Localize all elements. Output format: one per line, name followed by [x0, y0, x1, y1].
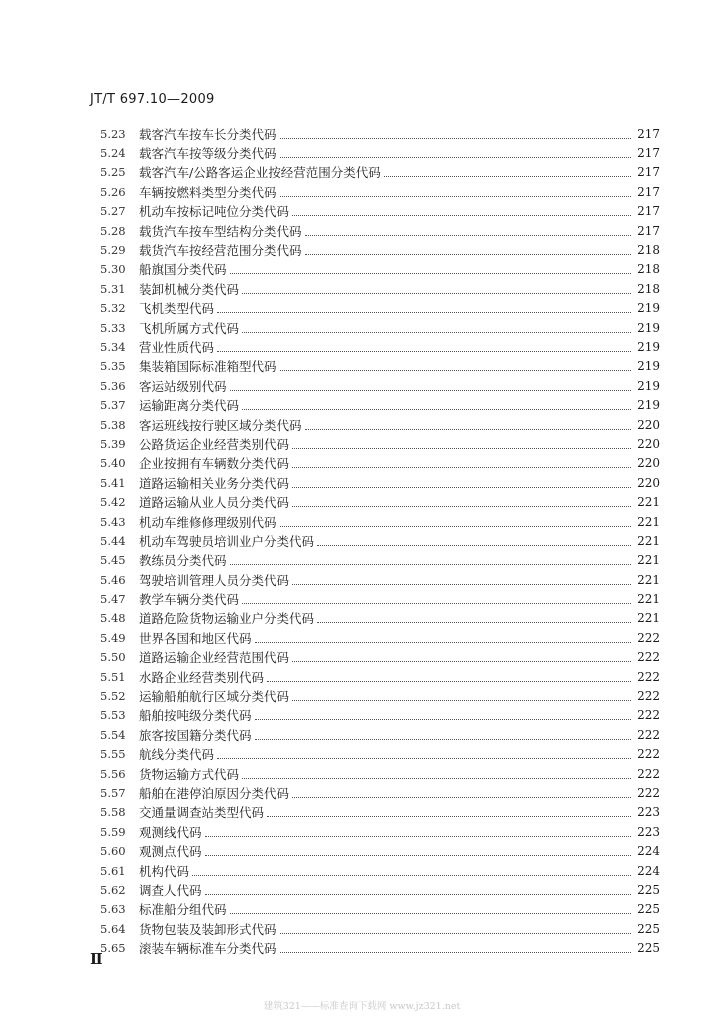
toc-entry-number: 5.32 [100, 301, 126, 316]
toc-entry-number: 5.24 [100, 146, 126, 161]
toc-entry-number: 5.58 [100, 805, 126, 820]
toc-dot-leader [317, 544, 631, 546]
toc-entry[interactable] [100, 919, 660, 938]
toc-dot-leader [242, 408, 631, 410]
toc-entry-number: 5.46 [100, 572, 126, 587]
toc-dot-leader [267, 680, 631, 682]
toc-entry-title: 驾驶培训管理人员分类代码 [139, 572, 290, 588]
toc-entry[interactable] [100, 783, 660, 802]
toc-entry-page: 220 [637, 417, 660, 432]
toc-entry-page: 221 [637, 572, 660, 587]
toc-entry-title: 机构代码 [139, 863, 190, 879]
toc-entry-page: 219 [637, 359, 660, 374]
toc-entry[interactable] [100, 725, 660, 744]
toc-entry-number: 5.64 [100, 921, 126, 936]
toc-entry-title: 道路运输相关业务分类代码 [139, 475, 290, 491]
toc-entry[interactable] [100, 395, 660, 414]
toc-entry[interactable] [100, 841, 660, 860]
toc-entry-page: 217 [637, 126, 660, 141]
toc-dot-leader [242, 331, 631, 333]
toc-entry-page: 225 [637, 941, 660, 956]
toc-dot-leader [230, 389, 632, 391]
toc-entry-page: 218 [637, 281, 660, 296]
toc-entry-page: 217 [637, 223, 660, 238]
toc-entry-number: 5.48 [100, 611, 126, 626]
toc-dot-leader [292, 660, 631, 662]
toc-dot-leader [280, 369, 632, 371]
toc-entry[interactable] [100, 628, 660, 647]
toc-entry-page: 224 [637, 863, 660, 878]
toc-entry[interactable] [100, 357, 660, 376]
toc-entry[interactable] [100, 240, 660, 259]
toc-entry-page: 221 [637, 495, 660, 510]
watermark: 建筑321——标准查询下载网 www.jz321.net [263, 1001, 461, 1012]
toc-entry-title: 船舶按吨级分类代码 [139, 708, 252, 724]
toc-dot-leader [305, 428, 632, 430]
toc-entry-title: 货物包装及装卸形式代码 [139, 921, 277, 937]
toc-entry-title: 观测线代码 [139, 824, 202, 840]
toc-entry-title: 机动车维修修理级别代码 [139, 514, 277, 530]
toc-entry[interactable] [100, 589, 660, 608]
toc-entry-title: 航线分类代码 [139, 747, 215, 763]
toc-entry[interactable] [100, 337, 660, 356]
toc-entry-number: 5.45 [100, 553, 126, 568]
toc-entry-title: 飞机类型代码 [139, 301, 215, 317]
toc-entry-title: 水路企业经营类别代码 [139, 669, 265, 685]
toc-entry[interactable] [100, 861, 660, 880]
toc-dot-leader [292, 699, 631, 701]
toc-entry[interactable] [100, 570, 660, 589]
toc-dot-leader [292, 447, 631, 449]
toc-dot-leader [280, 156, 632, 158]
toc-dot-leader [255, 641, 632, 643]
toc-entry-number: 5.31 [100, 281, 126, 296]
toc-entry-title: 道路运输企业经营范围代码 [139, 650, 290, 666]
toc-entry[interactable] [100, 473, 660, 492]
toc-entry-number: 5.61 [100, 863, 126, 878]
toc-entry-title: 载客汽车按等级分类代码 [139, 146, 277, 162]
toc-entry-number: 5.65 [100, 941, 126, 956]
toc-entry-page: 217 [637, 204, 660, 219]
toc-entry-page: 219 [637, 398, 660, 413]
toc-entry-title: 客运站级别代码 [139, 378, 227, 394]
toc-entry-title: 船舶在港停泊原因分类代码 [139, 785, 290, 801]
toc-entry-number: 5.25 [100, 165, 126, 180]
toc-entry[interactable] [100, 648, 660, 667]
toc-entry-page: 222 [637, 727, 660, 742]
toc-entry-title: 机动车按标记吨位分类代码 [139, 204, 290, 220]
toc-dot-leader [280, 951, 632, 953]
toc-dot-leader [292, 214, 631, 216]
toc-entry-page: 218 [637, 243, 660, 258]
toc-entry-number: 5.38 [100, 417, 126, 432]
toc-entry-page: 219 [637, 339, 660, 354]
toc-dot-leader [255, 718, 632, 720]
toc-entry-page: 220 [637, 436, 660, 451]
toc-entry-number: 5.29 [100, 243, 126, 258]
toc-entry-title: 装卸机械分类代码 [139, 281, 240, 297]
toc-dot-leader [292, 486, 631, 488]
toc-dot-leader [205, 854, 632, 856]
toc-entry-number: 5.44 [100, 533, 126, 548]
toc-entry-number: 5.52 [100, 689, 126, 704]
toc-dot-leader [305, 253, 632, 255]
toc-entry-number: 5.27 [100, 204, 126, 219]
table-of-contents [100, 124, 660, 958]
toc-entry-title: 船旗国分类代码 [139, 262, 227, 278]
toc-dot-leader [217, 350, 631, 352]
toc-entry-title: 载客汽车/公路客运企业按经营范围分类代码 [139, 165, 381, 181]
toc-entry-page: 221 [637, 611, 660, 626]
toc-dot-leader [305, 234, 632, 236]
toc-entry-number: 5.23 [100, 126, 126, 141]
toc-entry[interactable] [100, 609, 660, 628]
toc-entry[interactable] [100, 299, 660, 318]
toc-entry-page: 222 [637, 630, 660, 645]
toc-entry-page: 220 [637, 475, 660, 490]
toc-entry-title: 观测点代码 [139, 844, 202, 860]
toc-entry-page: 217 [637, 146, 660, 161]
toc-entry-number: 5.39 [100, 436, 126, 451]
toc-entry-title: 交通量调查站类型代码 [139, 805, 265, 821]
toc-dot-leader [242, 777, 631, 779]
toc-entry-title: 集装箱国际标准箱型代码 [139, 359, 277, 375]
toc-entry-number: 5.47 [100, 592, 126, 607]
toc-dot-leader [292, 583, 631, 585]
toc-entry-title: 载货汽车按车型结构分类代码 [139, 223, 302, 239]
toc-entry-page: 222 [637, 650, 660, 665]
toc-entry-page: 222 [637, 669, 660, 684]
toc-entry-title: 飞机所属方式代码 [139, 320, 240, 336]
toc-entry-number: 5.41 [100, 475, 126, 490]
toc-entry-page: 221 [637, 553, 660, 568]
toc-entry[interactable] [100, 667, 660, 686]
toc-entry[interactable] [100, 803, 660, 822]
toc-entry-page: 221 [637, 514, 660, 529]
toc-entry-title: 车辆按燃料类型分类代码 [139, 184, 277, 200]
toc-entry[interactable] [100, 880, 660, 899]
toc-entry[interactable] [100, 143, 660, 162]
toc-entry[interactable] [100, 415, 660, 434]
toc-dot-leader [230, 912, 632, 914]
document-header: JT/T 697.10—2009 [90, 92, 215, 107]
toc-entry-number: 5.43 [100, 514, 126, 529]
toc-entry-title: 公路货运企业经营类别代码 [139, 436, 290, 452]
toc-entry-title: 滚装车辆标准车分类代码 [139, 941, 277, 957]
toc-entry-page: 217 [637, 184, 660, 199]
toc-dot-leader [205, 893, 632, 895]
toc-entry[interactable] [100, 376, 660, 395]
toc-entry-page: 220 [637, 456, 660, 471]
toc-entry-title: 道路危险货物运输业户分类代码 [139, 611, 315, 627]
toc-entry[interactable] [100, 202, 660, 221]
toc-entry-number: 5.63 [100, 902, 126, 917]
toc-entry-page: 222 [637, 747, 660, 762]
toc-entry[interactable] [100, 551, 660, 570]
toc-entry-page: 222 [637, 689, 660, 704]
toc-entry-page: 219 [637, 320, 660, 335]
toc-dot-leader [242, 602, 631, 604]
toc-entry-number: 5.26 [100, 184, 126, 199]
toc-entry[interactable] [100, 318, 660, 337]
toc-dot-leader [192, 874, 631, 876]
toc-dot-leader [205, 835, 632, 837]
toc-dot-leader [230, 563, 632, 565]
toc-entry-page: 222 [637, 708, 660, 723]
toc-entry-number: 5.55 [100, 747, 126, 762]
toc-dot-leader [317, 621, 631, 623]
toc-entry-title: 教学车辆分类代码 [139, 592, 240, 608]
toc-dot-leader [230, 272, 632, 274]
toc-entry[interactable] [100, 492, 660, 511]
toc-entry[interactable] [100, 221, 660, 240]
toc-entry-page: 219 [637, 378, 660, 393]
toc-entry[interactable] [100, 531, 660, 550]
toc-entry[interactable] [100, 822, 660, 841]
toc-entry-page: 224 [637, 844, 660, 859]
toc-entry-page: 218 [637, 262, 660, 277]
toc-entry-number: 5.40 [100, 456, 126, 471]
toc-dot-leader [384, 175, 631, 177]
toc-entry[interactable] [100, 260, 660, 279]
toc-entry-number: 5.34 [100, 339, 126, 354]
toc-entry-number: 5.53 [100, 708, 126, 723]
toc-entry[interactable] [100, 454, 660, 473]
toc-entry-page: 225 [637, 902, 660, 917]
page-number: Ⅱ [90, 950, 103, 968]
toc-entry[interactable] [100, 279, 660, 298]
toc-entry-page: 221 [637, 592, 660, 607]
toc-entry-title: 企业按拥有车辆数分类代码 [139, 456, 290, 472]
toc-entry[interactable] [100, 512, 660, 531]
toc-entry[interactable] [100, 938, 660, 957]
toc-entry-title: 调查人代码 [139, 882, 202, 898]
toc-entry-page: 217 [637, 165, 660, 180]
toc-entry-number: 5.33 [100, 320, 126, 335]
toc-dot-leader [280, 525, 632, 527]
toc-entry-number: 5.57 [100, 785, 126, 800]
toc-entry-page: 225 [637, 921, 660, 936]
toc-entry-number: 5.28 [100, 223, 126, 238]
toc-entry-title: 运输船舶航行区域分类代码 [139, 689, 290, 705]
toc-entry-page: 223 [637, 805, 660, 820]
toc-entry[interactable] [100, 900, 660, 919]
toc-entry-page: 221 [637, 533, 660, 548]
toc-entry-title: 标准船分组代码 [139, 902, 227, 918]
toc-entry-number: 5.49 [100, 630, 126, 645]
toc-entry-number: 5.35 [100, 359, 126, 374]
toc-entry-title: 旅客按国籍分类代码 [139, 727, 252, 743]
toc-dot-leader [292, 796, 631, 798]
toc-entry-number: 5.51 [100, 669, 126, 684]
toc-entry-title: 客运班线按行驶区域分类代码 [139, 417, 302, 433]
toc-entry-number: 5.42 [100, 495, 126, 510]
toc-entry[interactable] [100, 764, 660, 783]
toc-entry-number: 5.60 [100, 844, 126, 859]
toc-entry-number: 5.37 [100, 398, 126, 413]
toc-entry-page: 223 [637, 824, 660, 839]
toc-entry-title: 货物运输方式代码 [139, 766, 240, 782]
toc-dot-leader [255, 738, 632, 740]
toc-dot-leader [292, 505, 631, 507]
toc-dot-leader [280, 932, 632, 934]
toc-entry-page: 225 [637, 882, 660, 897]
toc-entry-number: 5.50 [100, 650, 126, 665]
toc-entry-number: 5.30 [100, 262, 126, 277]
toc-dot-leader [280, 195, 632, 197]
toc-entry-title: 世界各国和地区代码 [139, 630, 252, 646]
toc-entry-number: 5.36 [100, 378, 126, 393]
toc-dot-leader [242, 292, 631, 294]
toc-entry-title: 机动车驾驶员培训业户分类代码 [139, 533, 315, 549]
toc-entry-title: 载客汽车按车长分类代码 [139, 126, 277, 142]
toc-entry-number: 5.56 [100, 766, 126, 781]
toc-entry[interactable] [100, 434, 660, 453]
toc-entry-page: 222 [637, 766, 660, 781]
toc-entry[interactable] [100, 124, 660, 143]
toc-dot-leader [280, 137, 632, 139]
toc-dot-leader [292, 466, 631, 468]
toc-entry-title: 运输距离分类代码 [139, 398, 240, 414]
toc-entry-title: 载货汽车按经营范围分类代码 [139, 243, 302, 259]
toc-entry-title: 营业性质代码 [139, 339, 215, 355]
toc-dot-leader [217, 757, 631, 759]
toc-entry[interactable] [100, 163, 660, 182]
toc-entry-title: 道路运输从业人员分类代码 [139, 495, 290, 511]
toc-entry[interactable] [100, 706, 660, 725]
toc-entry-number: 5.59 [100, 824, 126, 839]
toc-entry-page: 222 [637, 785, 660, 800]
toc-dot-leader [267, 815, 631, 817]
toc-entry-number: 5.62 [100, 882, 126, 897]
toc-entry[interactable] [100, 745, 660, 764]
toc-entry[interactable] [100, 686, 660, 705]
toc-entry-page: 219 [637, 301, 660, 316]
toc-dot-leader [217, 311, 631, 313]
toc-entry-number: 5.54 [100, 727, 126, 742]
toc-entry[interactable] [100, 182, 660, 201]
toc-entry-title: 教练员分类代码 [139, 553, 227, 569]
